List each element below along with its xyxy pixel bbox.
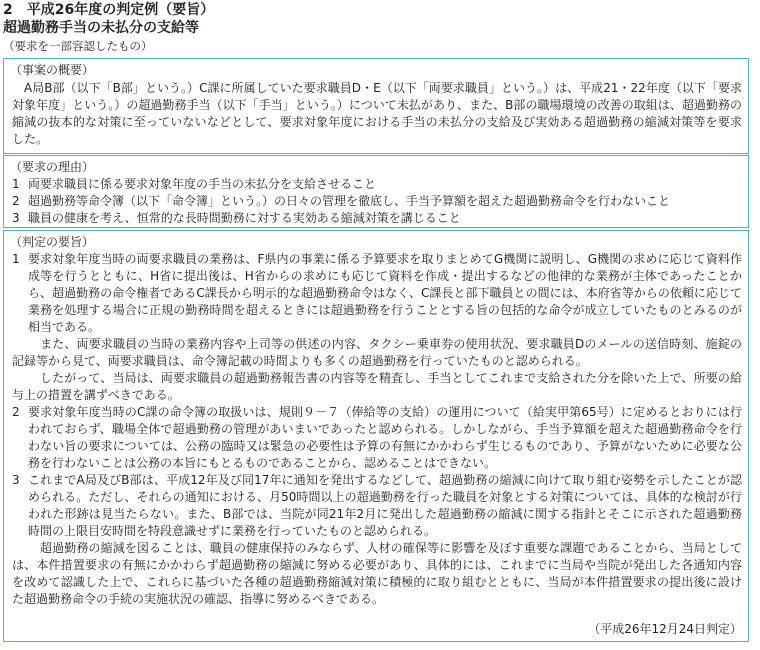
overview-box — [3, 58, 749, 154]
reason-item — [12, 210, 742, 227]
section-title: 2 平成26年度の判定例（要旨） — [3, 2, 215, 18]
overview-heading: （事案の概要） — [10, 63, 95, 77]
judgment-box — [3, 230, 749, 642]
case-subtitle: （要求を一部容認したもの） — [3, 39, 153, 53]
judgment-body — [28, 251, 742, 336]
case-title: 超過勤務手当の未払分の支給等 — [3, 20, 199, 36]
judgment-body — [28, 404, 742, 472]
reason-text: 超過勤務等命令簿（以下「命令簿」という。）の日々の管理を徹底し、手当予算額を超えた超過勤務命令を行わないこと — [28, 194, 671, 208]
reason-number: 3 — [12, 211, 20, 225]
judgment-paragraph: したがって、当局は、両要求職員の超過勤務報告書の内容等を精査し、手当としてこれまで支給された分を除いた上で、所要の給与上の措置を講ずべきである。 — [12, 371, 742, 402]
reason-number: 2 — [12, 194, 20, 208]
judgment-body — [28, 472, 742, 540]
reason-number: 1 — [12, 177, 20, 191]
judgment-number: 2 — [12, 405, 20, 419]
judgment-item — [12, 251, 742, 336]
judgment-number: 3 — [12, 473, 20, 487]
reasons-list — [12, 176, 742, 227]
reason-text: 両要求職員に係る要求対象年度の手当の未払分を支給させること — [28, 177, 377, 191]
reason-item — [12, 176, 742, 193]
judgment-paragraph: これまでA局及びB部は、平成12年及び同17年に通知を発出するなどして、超過勤務の縮減に向けて取り組む姿勢を示したことが認められる。ただし、それらの通知における、月50時間以上の超過勤務を行った職員を対象とする対策については、具体的な検討が行われた形跡は見当たらない。また、B部では、当院が同21年2月に発出した超過勤務の縮減に関する指針とそこに示された超過勤務時間の上限目安時間を特段意識せずに業務を行っていたものと認められる。 — [28, 473, 742, 538]
overview-text: A局B部（以下「B部」という。）C課に所属していた要求職員D・E（以下「両要求職員」という。）は、平成21・22年度（以下「要求対象年度」という。）の超過勤務手当（以下「手当」という。）について未払があり、また、B部の職場環境の改善の取組は、超過勤務の縮減の抜本的な対策に至っていないなどとして、要求対象年度における手当の未払分の支給及び実効ある超過勤務の縮減対策等を要求した。 — [12, 81, 742, 146]
judgment-paragraph: 要求対象年度当時の両要求職員の業務は、F県内の事業に係る予算要求を取りまとめてG機関に説明し、G機関の求めに応じて資料作成等を行うとともに、H省に提出後は、H省からの求めにも応じて資料を作成・提出するなどの他律的な業務が主体であったことから、超過勤務の命令権者であるC課長から明示的な超過勤務命令はなく、C課長と部下職員との間には、本府省等からの依頼に応じて業務を処理する場合に正規の勤務時間を超えるときには超過勤務を行うこととする旨の包括的な命令が成立していたものとみるのが相当である。 — [28, 252, 742, 334]
reasons-box — [3, 155, 749, 228]
judgment-heading: （判定の要旨） — [10, 235, 95, 249]
judgment-date: （平成26年12月24日判定） — [588, 622, 742, 636]
judgment-paragraph: 要求対象年度当時のC課の命令簿の取扱いは、規則９－７（俸給等の支給）の運用について（給実甲第65号）に定めるとおりには行われておらず、職場全体で超過勤務の管理があいまいであったと認められる。しかしながら、手当予算額を超えた超過勤務命令を行わない旨の要求については、公務の臨時又は緊急の必要性は予算の有無にかかわらず生じるものであり、予算がないために必要な公務を行わないことは公務の本旨にもとるものであることから、認めることはできない。 — [28, 405, 742, 470]
judgment-number: 1 — [12, 252, 20, 266]
judgment-paragraph: 超過勤務の縮減を図ることは、職員の健康保持のみならず、人材の確保等に影響を及ぼす重要な課題であることから、当局としては、本件措置要求の有無にかかわらず超過勤務の縮減に努める必要があり、具体的には、これまでに当局や当院が発出した各通知内容を改めて認識した上で、これらに基づいた各種の超過勤務縮減対策に積極的に取り組むとともに、当局が本件措置要求の提出後に設けた超過勤務命令の手続の実施状況の確認、指導に努めるべきである。 — [12, 541, 742, 606]
judgment-item — [12, 404, 742, 472]
reason-item — [12, 193, 742, 210]
reason-text: 職員の健康を考え、恒常的な長時間勤務に対する実効ある縮減対策を講じること — [28, 211, 461, 225]
judgment-item — [12, 472, 742, 540]
reasons-heading: （要求の理由） — [10, 160, 95, 174]
judgment-list — [12, 251, 742, 608]
judgment-paragraph: また、両要求職員の当時の業務内容や上司等の供述の内容、タクシー乗車券の使用状況、要求職員Dのメールの送信時刻、施錠の記録等から見て、両要求職員は、命令簿記載の時間よりも多くの超過勤務を行っていたものと認められる。 — [12, 337, 742, 368]
